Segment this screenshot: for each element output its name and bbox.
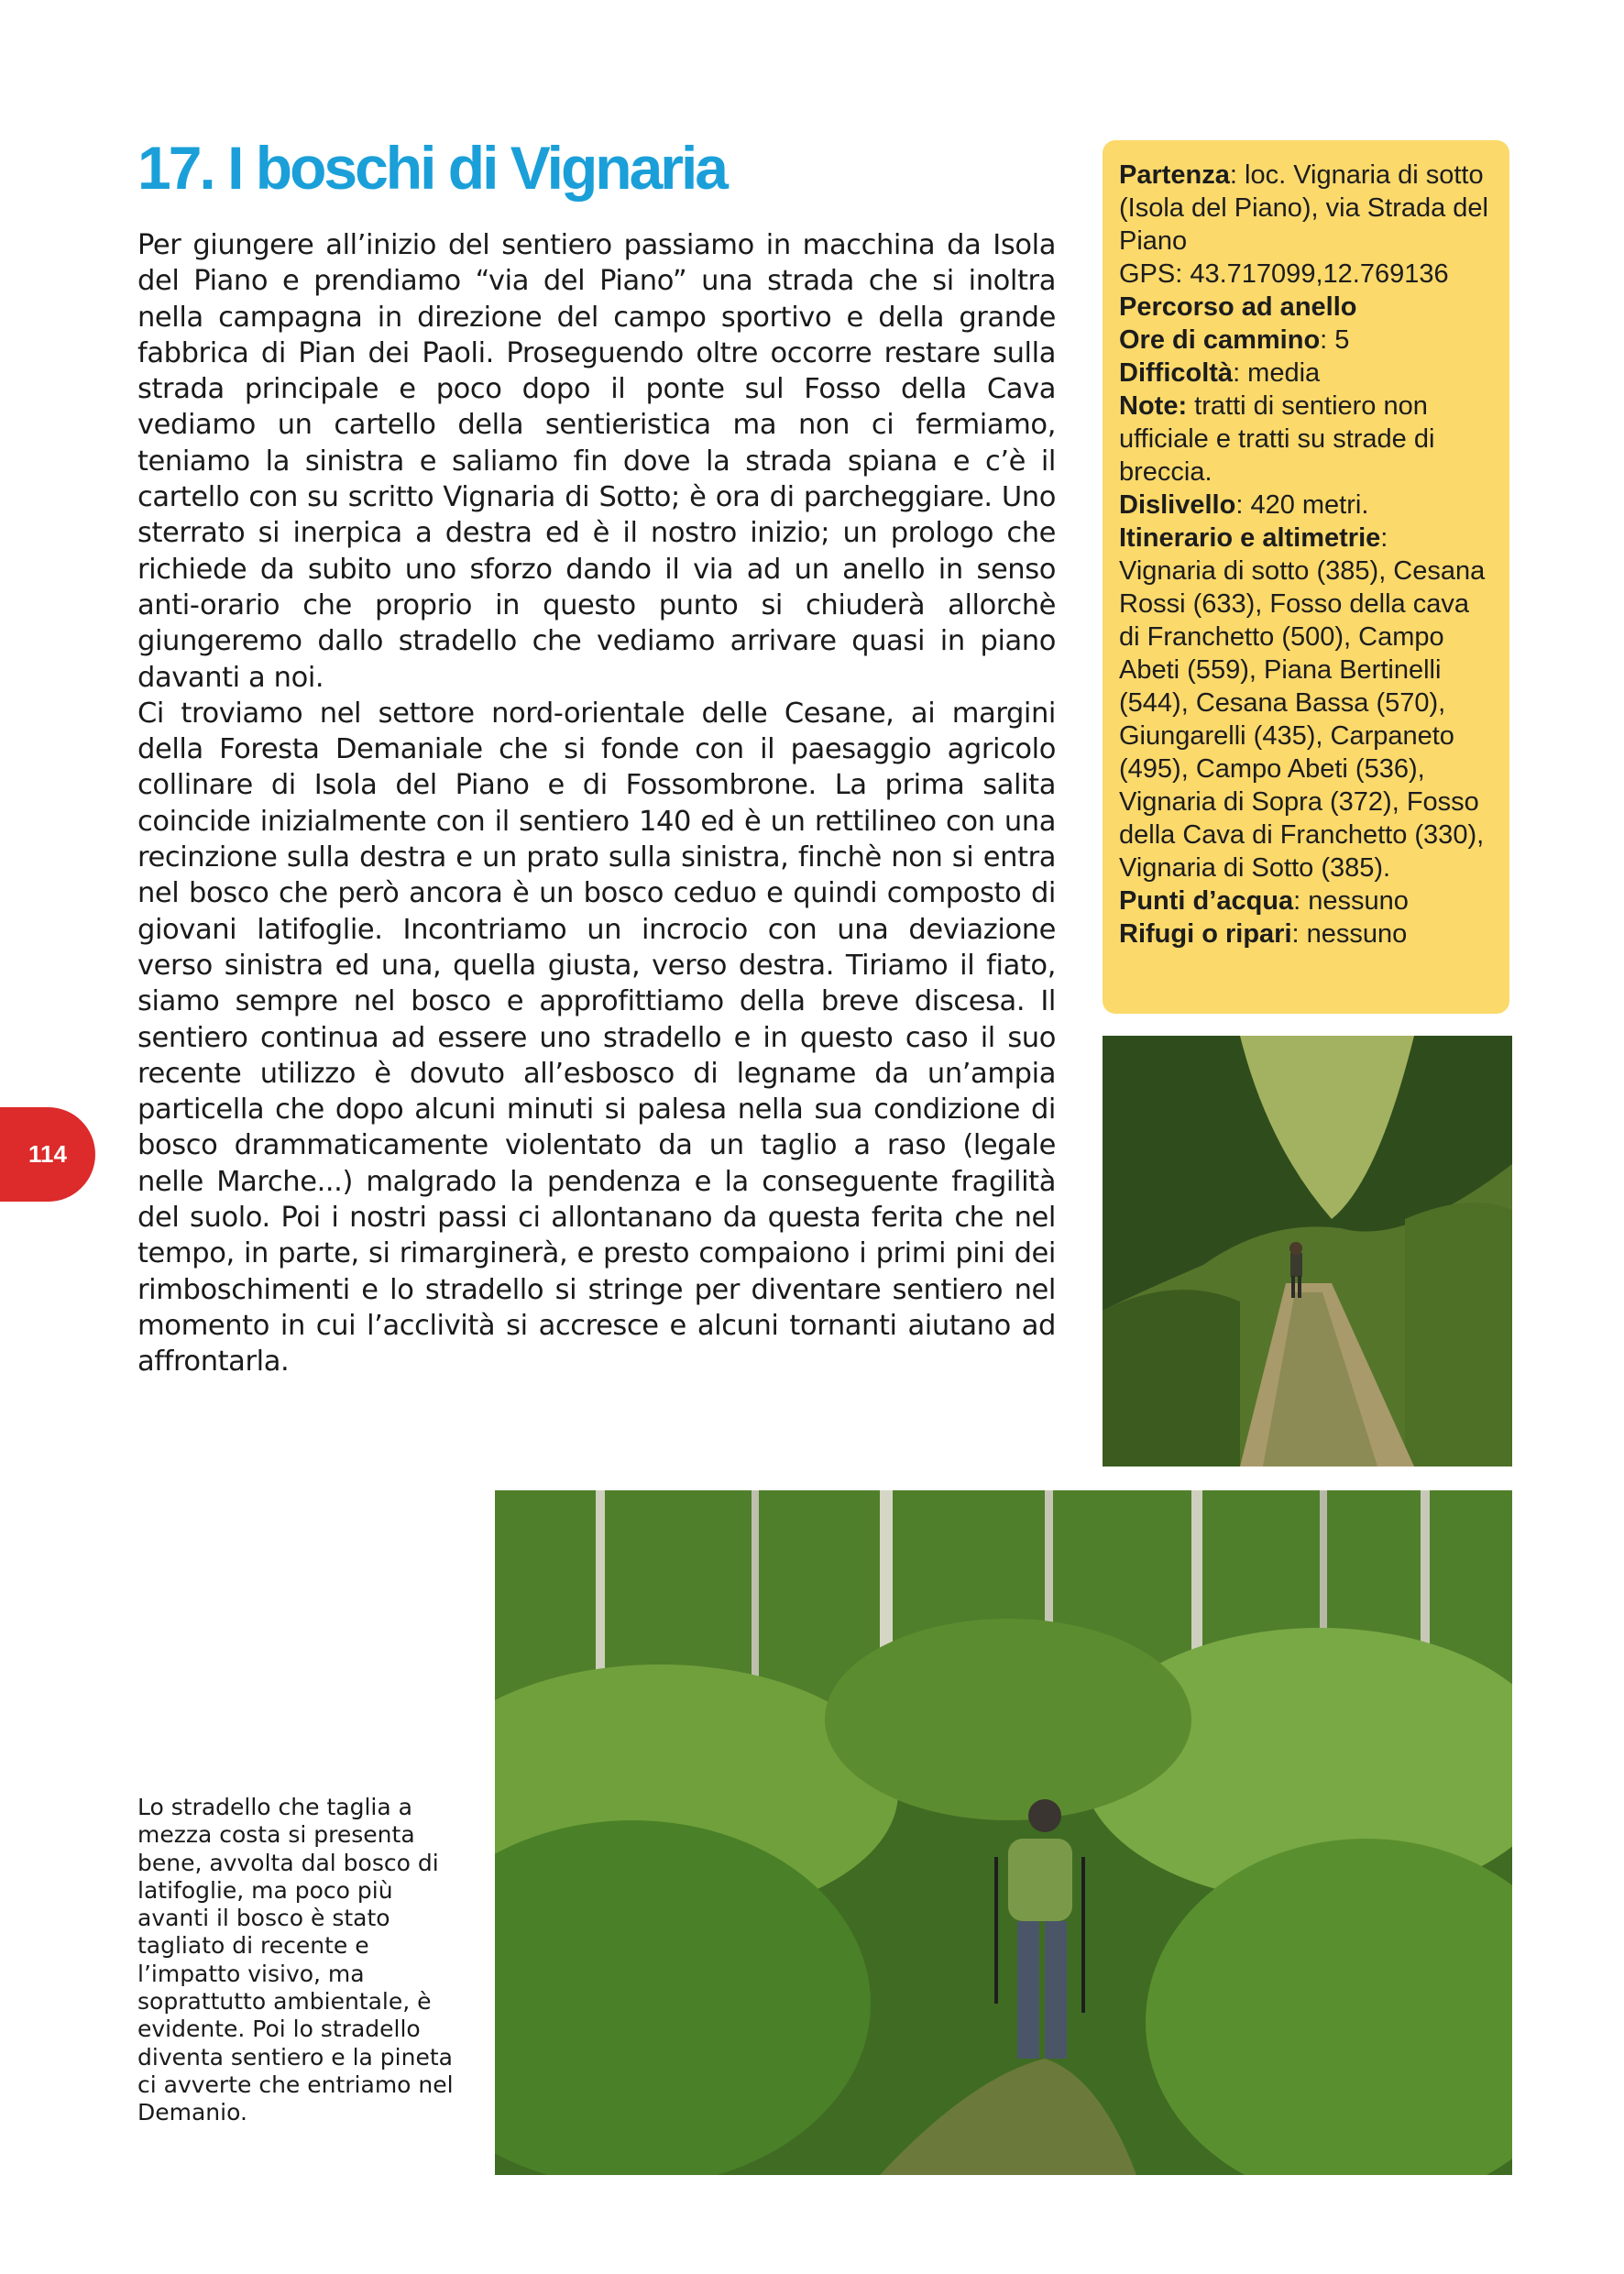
info-dislivello: Dislivello: 420 metri. (1119, 490, 1369, 520)
info-partenza: Partenza: loc. Vignaria di sotto (Isola del Piano), via Strada del Piano (1119, 160, 1488, 256)
page-number-tab: 114 (0, 1107, 95, 1202)
forest-path-photo (1103, 1036, 1512, 1467)
info-gps: GPS: 43.717099,12.769136 (1119, 259, 1449, 289)
article-body (137, 227, 1056, 1380)
hiker-forest-illustration (495, 1490, 1512, 2175)
article-paragraph: Ci troviamo nel settore nord-orientale delle Cesane, ai margini della Foresta Demaniale che si fonde con il paesaggio agricolo collinare di Isola del Piano e di Fossombrone. La prima salita coincide inizialmente con il sentiero 140 ed è un rettilineo con una recinzione sulla destra e un prato sulla sinistra, finchè non si entra nel bosco che però ancora è un bosco ceduo e quindi composto di giovani latifoglie. Incontriamo un incrocio con una deviazione verso sinistra ed una, quella giusta, verso destra. Tiriamo il fiato, siamo sempre nel bosco e approfittiamo della breve discesa. Il sentiero continua ad essere uno stradello e in questo caso il suo recente utilizzo è dovuto all’esbosco di legname da un’ampia particella che dopo alcuni minuti si palesa nella sua condizione di bosco drammaticamente violentato da un taglio a raso (legale nelle Marche...) malgrado la pendenza e la conseguente fragilità del suolo. Poi i nostri passi ci allontanano da questa ferita che nel tempo, in parte, si rimarginerà, e presto compaiono i primi pini dei rimboschimenti e lo stradello si stringe per diventare sentiero nel momento in cui l’acclività si accresce e alcuni tornanti aiutano ad affrontarla. (137, 697, 1056, 1379)
info-ore: Ore di cammino: 5 (1119, 325, 1350, 355)
info-rifugi: Rifugi o ripari: nessuno (1119, 919, 1408, 949)
forest-path-illustration (1103, 1036, 1512, 1467)
info-difficolta: Difficoltà: media (1119, 358, 1321, 388)
photo-caption: Lo stradello che taglia a mezza costa si presenta bene, avvolta dal bosco di latifoglie, ma poco più avanti il bosco è stato tagliato di recente e l’impatto visivo, ma soprattutto ambientale, è evidente. Poi lo stradello diventa sentiero e la pineta ci avverte che entriamo nel Demanio. (137, 1794, 454, 2126)
article-paragraph: Per giungere all’inizio del sentiero passiamo in macchina da Isola del Piano e prendiamo “via del Piano” una strada che si inoltra nella campagna in direzione del campo sportivo e della grande fabbrica di Pian dei Paoli. Proseguendo oltre occorre restare sulla strada principale e poco dopo il ponte sul Fosso della Cava vediamo un cartello della sentieristica ma non ci fermiamo, teniamo la sinistra e saliamo fin dove la strada spiana e c’è il cartello con su scritto Vignaria di Sotto; è ora di parcheggiare. Uno sterrato si inerpica a destra ed è il nostro inizio; un prologo che richiede da subito uno sforzo dando il via ad un anello in senso anti-orario che proprio in questo punto si chiuderà allorchè giungeremo dallo stradello che vediamo arrivare quasi in piano davanti a noi. (137, 229, 1056, 694)
hiker-forest-photo (495, 1490, 1512, 2175)
info-itinerario: Itinerario e altimetrie: Vignaria di sotto (385), Cesana Rossi (633), Fosso della cava di Franchetto (500), Campo Abeti (559), Piana Bertinelli (544), Cesana Bassa (570), Giungarelli (435), Carpaneto (495), Campo Abeti (536), Vignaria di Sopra (372), Fosso della Cava di Franchetto (330), Vignaria di Sotto (385). (1119, 523, 1486, 883)
trail-info-box (1103, 140, 1509, 1014)
info-percorso: Percorso ad anello (1119, 292, 1357, 322)
info-note: Note: tratti di sentiero non ufficiale e tratti su strade di breccia. (1119, 391, 1435, 487)
info-acqua: Punti d’acqua: nessuno (1119, 886, 1409, 916)
page-title: 17. I boschi di Vignaria (137, 134, 727, 202)
